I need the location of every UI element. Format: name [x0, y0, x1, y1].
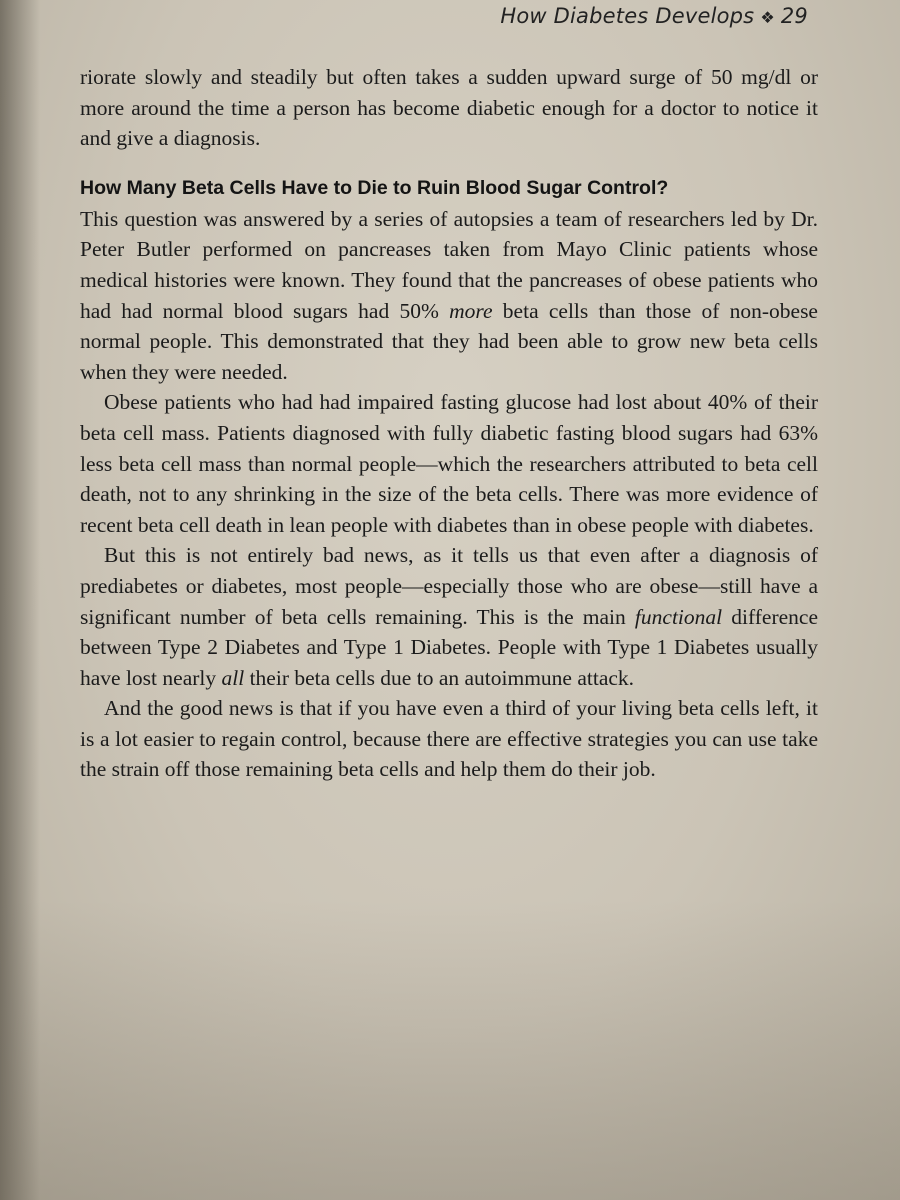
running-head	[500, 4, 808, 28]
paragraph-good-news: And the good news is that if you have even a third of your living beta cells left, it is a lot easier to regain control, because there are effective strategies you can use take the strain off those remaining beta cells and help them do their job.	[80, 696, 818, 782]
paragraph-continuation: riorate slowly and steadily but often takes a sudden upward surge of 50 mg/dl or more around the time a person has become diabetic enough for a doctor to notice it and give a diagnosis.	[80, 65, 818, 151]
text-run: But this is not entirely bad news, as it tells us that even after a diagnosis of prediabetes or diabetes, most people—especially those who are obese—still have a significant number of beta cells remaining. This is the main	[80, 543, 818, 629]
emphasis-text: all	[221, 665, 245, 690]
text-run: their beta cells due to an autoimmune attack.	[244, 665, 635, 690]
text-run: difference between Type 2 Diabetes and Type 1 Diabetes. People with Type 1 Diabetes usually have lost nearly	[80, 604, 818, 690]
paragraph-beta-cell-mass: Obese patients who had had impaired fasting glucose had lost about 40% of their beta cell mass. Patients diagnosed with fully diabetic fasting blood sugars had 63% less beta cell mass than normal people—which the researchers attributed to beta cell death, not to any shrinking in the size of the beta cells. There was more evidence of recent beta cell death in lean people with diabetes than in obese people with diabetes.	[80, 390, 818, 537]
running-head-title: How Diabetes Develops	[500, 4, 755, 28]
page-shade	[0, 900, 900, 1200]
emphasis-text: functional	[634, 604, 723, 629]
ornament-separator: ❖	[760, 8, 775, 27]
body-text	[80, 62, 818, 785]
section-heading: How Many Beta Cells Have to Die to Ruin Blood Sugar Control?	[80, 176, 669, 199]
emphasis-text: more	[449, 298, 493, 323]
page-number: 29	[780, 4, 808, 28]
paragraph-autopsies	[80, 204, 818, 388]
text-run: This question was answered by a series of autopsies a team of researchers led by Dr. Peter Butler performed on pancreases taken from Mayo Clinic patients whose medical histories were known. They found that the pancreases of obese patients who had had normal blood sugars had 50%	[80, 206, 818, 323]
paragraph-not-bad-news	[80, 540, 818, 693]
text-run: beta cells than those of non-obese normal people. This demonstrated that they had been able to grow new beta cells when they were needed.	[80, 298, 818, 384]
